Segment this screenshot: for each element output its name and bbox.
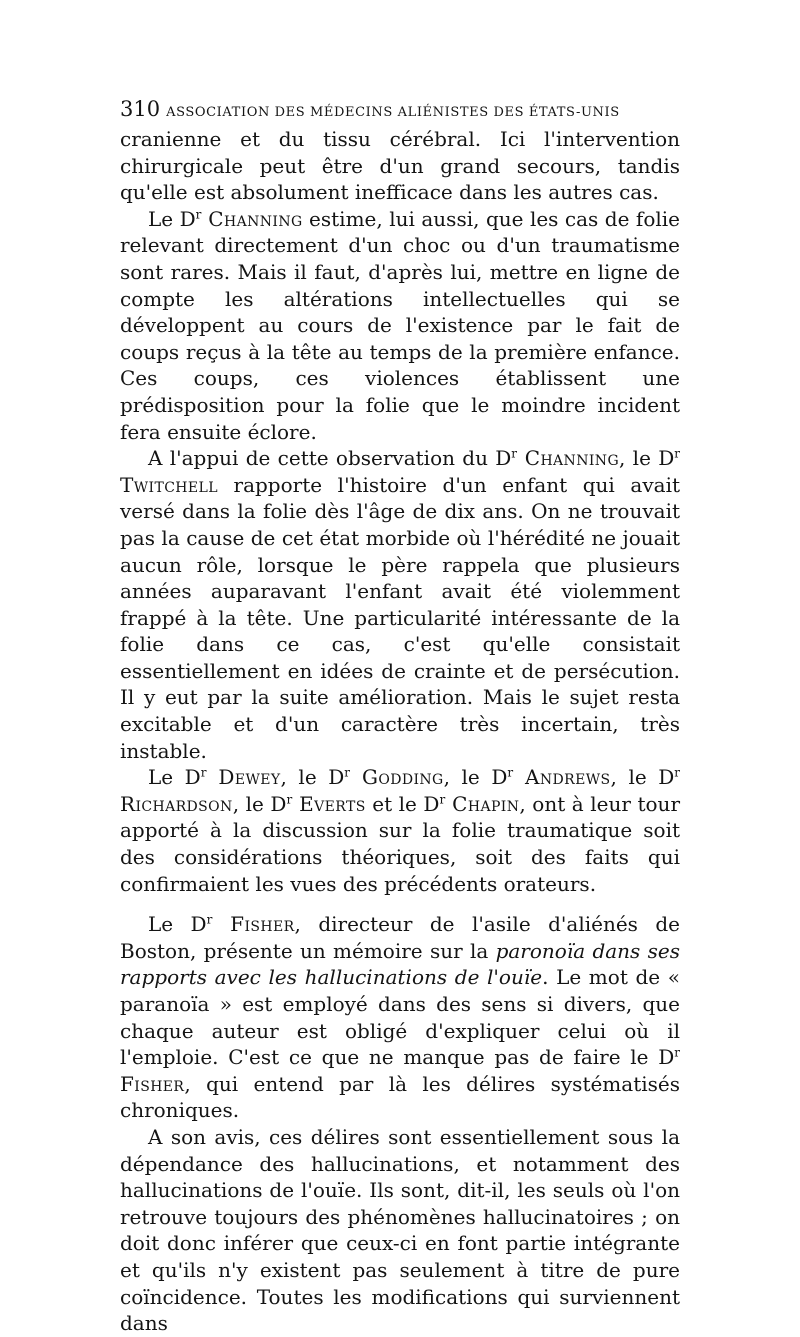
text-run: , qui entend par là les délires systématisés chroniques. — [120, 1071, 680, 1123]
title-superscript: r — [195, 207, 202, 222]
person-name: Dewey — [206, 765, 281, 790]
title-superscript: r — [511, 446, 518, 461]
person-name: Everts — [292, 791, 366, 816]
text-run: rapporte l'histoire d'un enfant qui avait versé dans la folie dès l'âge de dix ans. On ne trouvait pas la cause de cet état morbide où l'hérédité ne jouait aucun rôle, lorsque le père rappela que plusieurs années auparavant l'enfant avait été violemment frappé à la tête. Une particularité intéressante de la folie dans ce cas, c'est qu'elle consistait essentiellement en idées de crainte et de persécution. Il y eut par la suite amélioration. Mais le sujet resta excitable et d'un caractère très incertain, très instable. — [120, 472, 680, 763]
memoir-title: paronoïa dans ses rapports avec les hallucinations de l'ouïe — [120, 938, 680, 990]
running-header — [120, 96, 680, 122]
text-run: cranienne et du tissu cérébral. Ici l'intervention chirurgicale peut être d'un grand secours, tandis qu'elle est absolument inefficace dans les autres cas. — [120, 127, 680, 205]
paragraph-2 — [120, 206, 680, 445]
paragraph-5 — [120, 911, 680, 1124]
title-superscript: r — [200, 765, 207, 780]
person-name: Chapin — [445, 791, 520, 816]
text-run: Le D — [148, 912, 207, 937]
paragraph-4 — [120, 764, 680, 897]
text-run: Le D — [148, 765, 201, 790]
title-superscript: r — [674, 446, 680, 461]
paragraph-1 — [120, 126, 680, 206]
paragraph-3 — [120, 445, 680, 764]
text-run: , ont à leur tour apporté à la discussion sur la folie traumatique soit des considérations théoriques, soit des faits qui confirmaient les vues des précédents orateurs. — [120, 791, 680, 896]
person-name: Channing — [517, 446, 620, 471]
person-name: Godding — [350, 765, 444, 790]
title-superscript: r — [206, 912, 213, 927]
person-name: Andrews — [513, 765, 611, 790]
body-text — [120, 126, 680, 1337]
running-title: ASSOCIATION DES MÉDECINS ALIÉNISTES DES ÉTATS-UNIS — [166, 105, 620, 120]
title-superscript: r — [674, 765, 681, 780]
book-page — [120, 96, 680, 1337]
title-superscript: r — [286, 792, 293, 807]
text-run: Le D — [148, 206, 196, 231]
person-name: Richardson — [120, 791, 233, 816]
text-run: , le D — [443, 765, 508, 790]
text-run: et le D — [365, 791, 440, 816]
paragraph-6 — [120, 1124, 680, 1337]
text-run: . Le mot de « paranoïa » est employé dans des sens si divers, que chaque auteur est obligé d'expliquer celui où il l'emploie. C'est ce que ne manque pas de faire le D — [120, 965, 680, 1070]
text-run: , le D — [280, 765, 345, 790]
text-run: A son avis, ces délires sont essentiellement sous la dépendance des hallucinations, et notamment des hallucinations de l'ouïe. Ils sont, dit-il, les seuls où l'on retrouve toujours des phénomènes hallucinatoires ; on doit donc inférer que ceux-ci en font partie intégrante et qu'ils n'y existent pas seulement à titre de pure coïncidence. Toutes les modifications qui surviennent dans — [120, 1124, 680, 1336]
text-run: , le D — [610, 765, 675, 790]
person-name: Twitchell — [120, 472, 218, 497]
title-superscript: r — [344, 765, 350, 780]
person-name: Fisher — [120, 1071, 185, 1096]
person-name: Fisher — [212, 912, 295, 937]
text-run: , le D — [232, 791, 287, 816]
page-number: 310 — [120, 97, 161, 121]
title-superscript: r — [674, 1045, 680, 1060]
text-run: , le D — [619, 446, 675, 471]
title-superscript: r — [439, 792, 446, 807]
title-superscript: r — [507, 765, 514, 780]
text-run: estime, lui aussi, que les cas de folie relevant directement d'un choc ou d'un traumatisme sont rares. Mais il faut, d'après lui, mettre en ligne de compte les altérations intellectuelles qui se développent au cours de l'existence par le fait de coups reçus à la tête au temps de la première enfance. Ces coups, ces violences établissent une prédisposition pour la folie que le moindre incident fera ensuite éclore. — [120, 206, 680, 444]
person-name: Channing — [201, 206, 303, 231]
text-run: , directeur de l'asile d'aliénés de Boston, présente un mémoire sur la — [120, 912, 680, 963]
text-run: A l'appui de cette observation du D — [148, 446, 512, 471]
